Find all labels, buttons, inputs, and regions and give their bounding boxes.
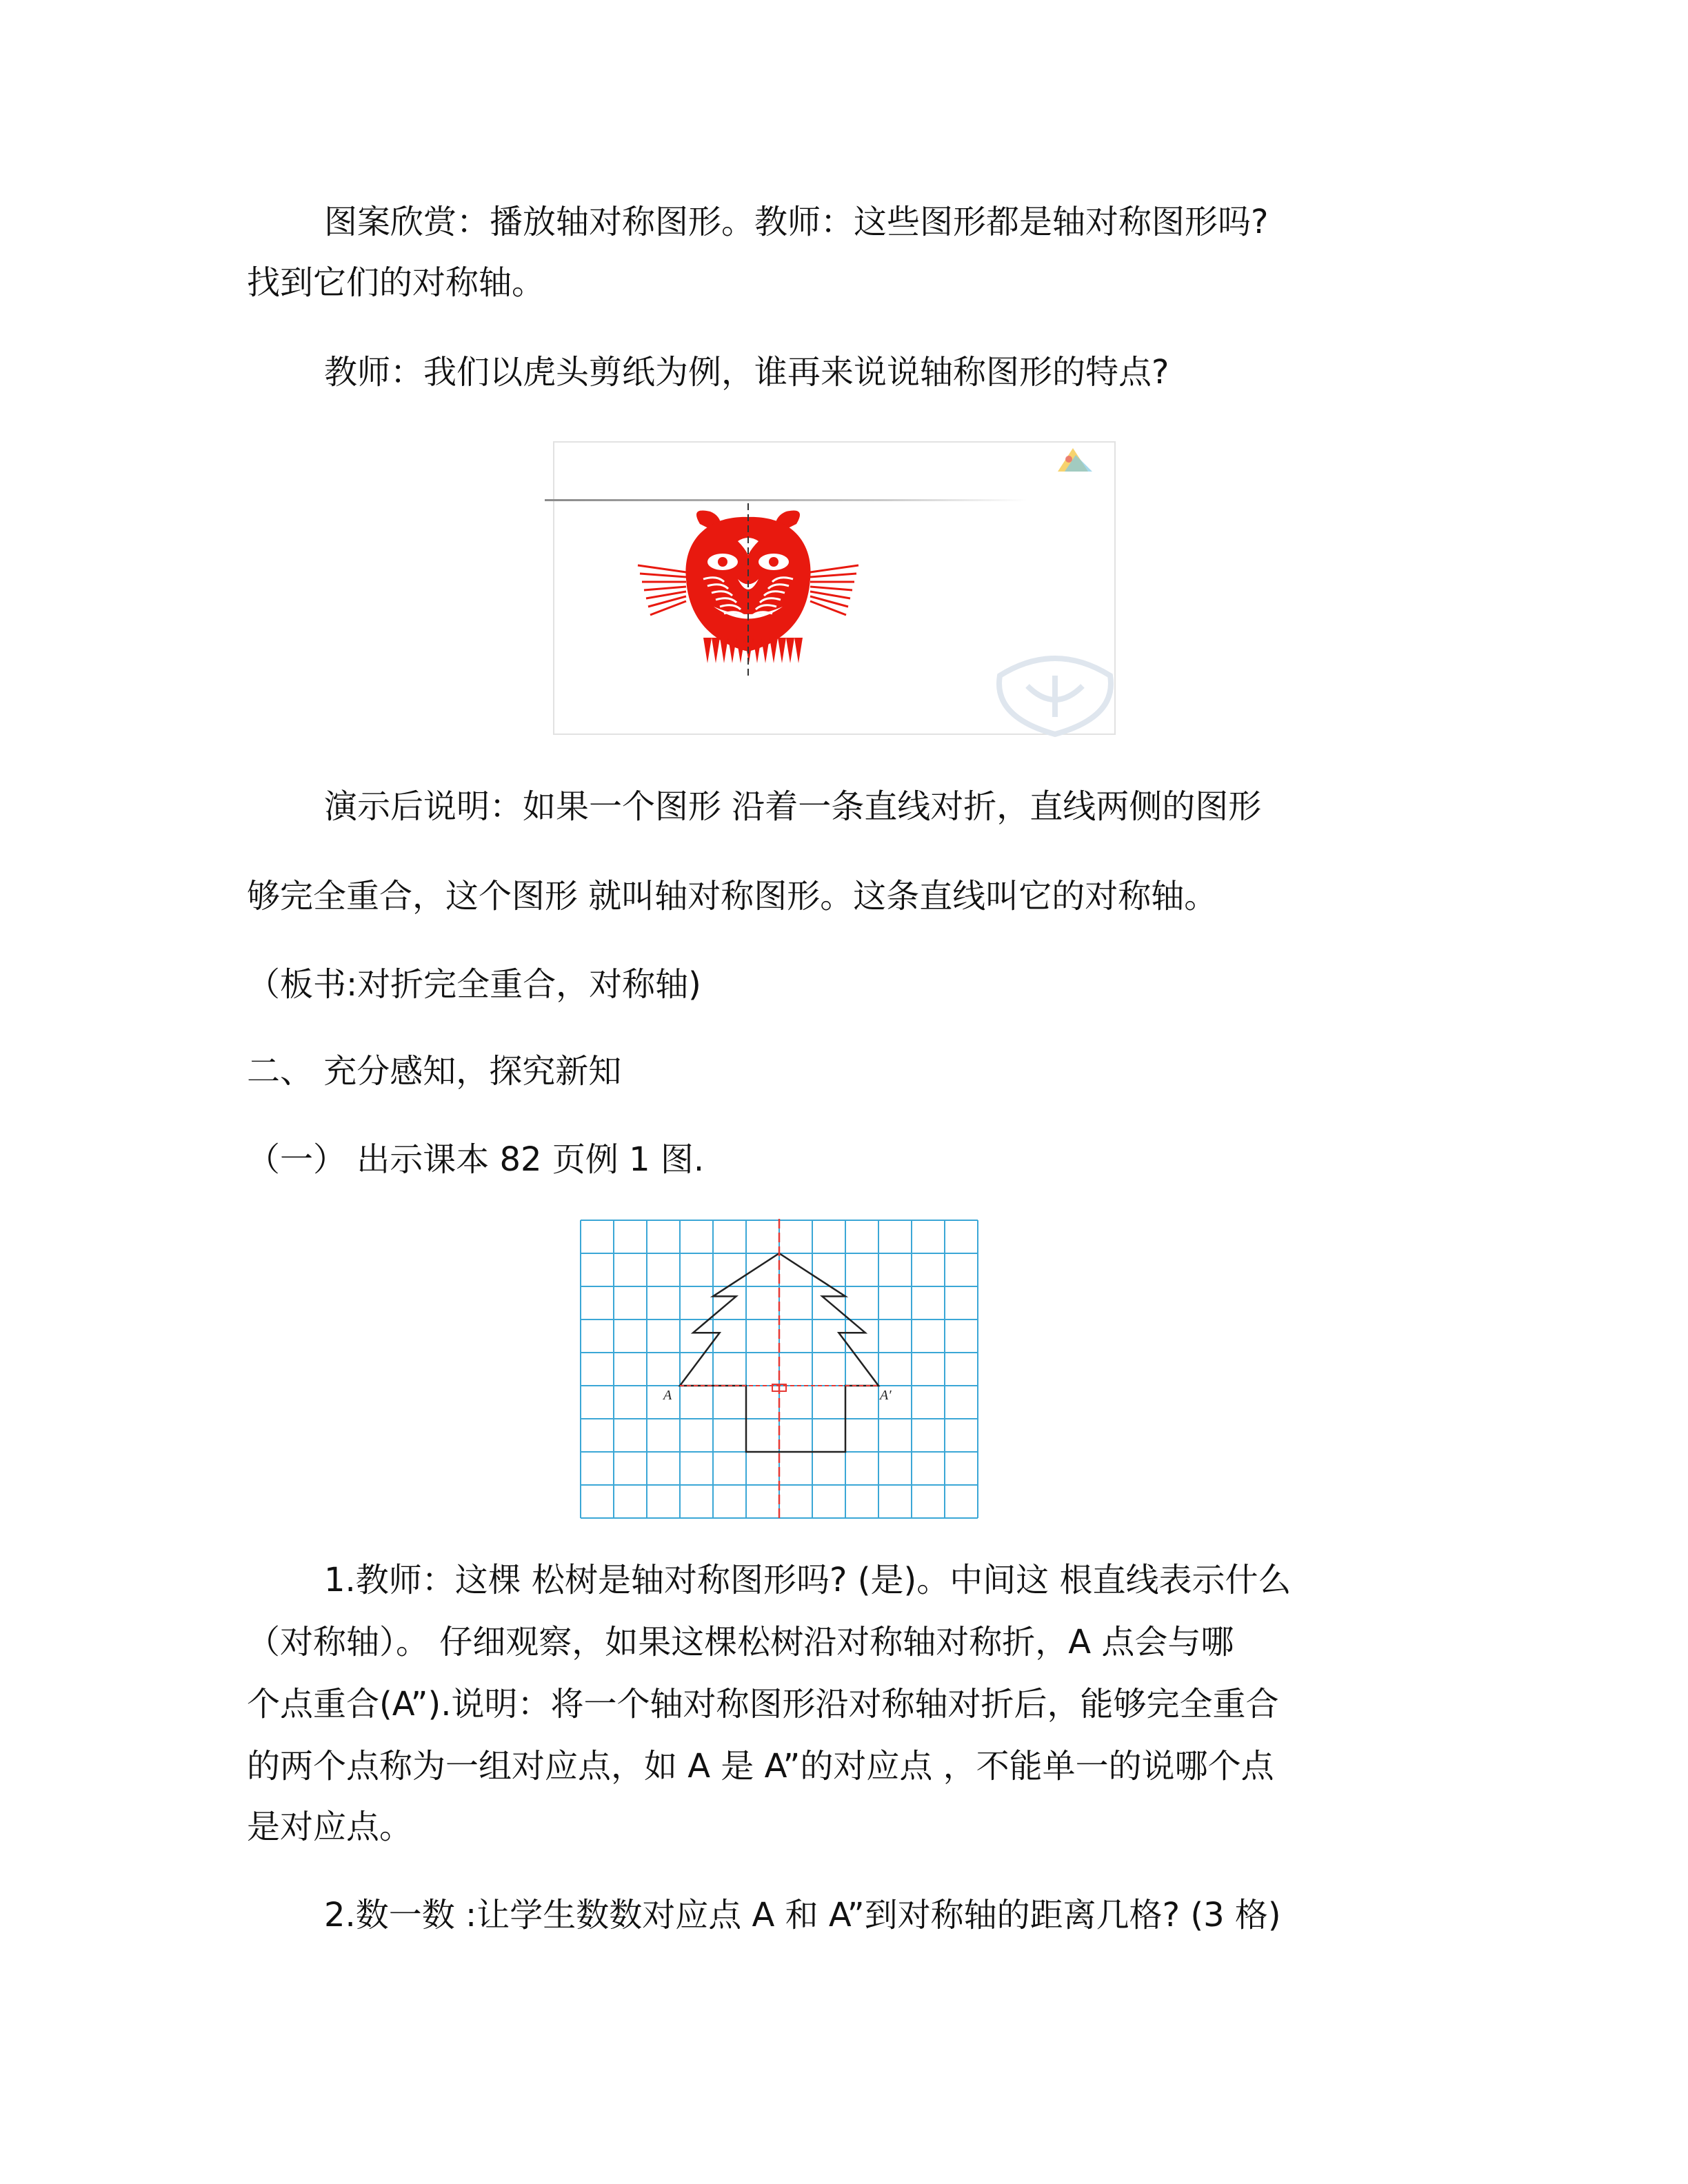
tiger-beard-fringe bbox=[778, 638, 786, 663]
tiger-papercut-image bbox=[634, 503, 862, 676]
tiger-beard-fringe bbox=[703, 638, 712, 663]
paragraph-teacher-question: 教师：我们以虎头剪纸为例，谁再来说说轴称图形的特点? bbox=[324, 353, 1169, 392]
tiger-whisker-left bbox=[644, 587, 686, 590]
tiger-beard-fringe bbox=[770, 638, 778, 663]
tiger-beard-fringe bbox=[753, 638, 761, 663]
tiger-beard-fringe bbox=[728, 638, 736, 663]
tiger-beard-fringe bbox=[712, 638, 720, 663]
watermark-logo-icon bbox=[979, 648, 1131, 738]
question1-line1: 1.教师：这棵 松树是轴对称图形吗? (是)。中间这 根直线表示什么 bbox=[324, 1561, 1292, 1599]
paragraph-intro-line2: 找到它们的对称轴。 bbox=[247, 263, 545, 302]
question1-line3: 个点重合(A”).说明：将一个轴对称图形沿对称轴对折后，能够完全重合 bbox=[247, 1685, 1279, 1723]
tiger-whisker-left bbox=[640, 574, 686, 577]
pine-tree-grid-figure bbox=[579, 1219, 979, 1522]
tiger-whisker-left bbox=[638, 565, 686, 572]
tiger-beard-fringe bbox=[786, 638, 794, 663]
tiger-beard-fringe bbox=[720, 638, 728, 663]
subsection-heading: （一） 出示课本 82 页例 1 图. bbox=[247, 1140, 705, 1179]
tiger-whisker-right bbox=[810, 565, 858, 572]
point-a-prime-label: A′ bbox=[880, 1388, 892, 1403]
tiger-beard-fringe bbox=[794, 638, 803, 663]
tiger-whisker-right bbox=[810, 587, 852, 590]
tiger-whisker-right bbox=[810, 601, 846, 615]
tiger-pupil-left bbox=[718, 557, 727, 567]
section-heading: 二、 充分感知，探究新知 bbox=[247, 1052, 622, 1091]
slide-logo-icon bbox=[1052, 444, 1096, 477]
tiger-whisker-right bbox=[810, 574, 856, 577]
paragraph-definition-line1: 演示后说明：如果一个图形 沿着一条直线对折，直线两侧的图形 bbox=[324, 787, 1262, 826]
tiger-pupil-right bbox=[769, 557, 778, 567]
paragraph-intro-line1: 图案欣赏：播放轴对称图形。教师：这些图形都是轴对称图形吗? bbox=[324, 203, 1269, 241]
tiger-beard-fringe bbox=[761, 638, 770, 663]
slide-divider-bar bbox=[545, 499, 1027, 501]
point-a-label: A bbox=[663, 1388, 672, 1403]
question1-line2: （对称轴）。 仔细观察，如果这棵松树沿对称轴对称折，A 点会与哪 bbox=[247, 1623, 1234, 1661]
question2: 2.数一数 :让学生数数对应点 A 和 A”到对称轴的距离几格? (3 格) bbox=[324, 1896, 1281, 1934]
question1-line5: 是对应点。 bbox=[247, 1808, 413, 1846]
paragraph-board-note: （板书:对折完全重合，对称轴) bbox=[247, 965, 701, 1004]
paragraph-definition-line2: 够完全重合，这个图形 就叫轴对称图形。这条直线叫它的对称轴。 bbox=[247, 877, 1218, 916]
tiger-whisker-left bbox=[650, 601, 686, 615]
question1-line4: 的两个点称为一组对应点，如 A 是 A”的对应点 ，不能单一的说哪个点 bbox=[247, 1747, 1274, 1786]
tiger-beard-fringe bbox=[736, 638, 745, 663]
